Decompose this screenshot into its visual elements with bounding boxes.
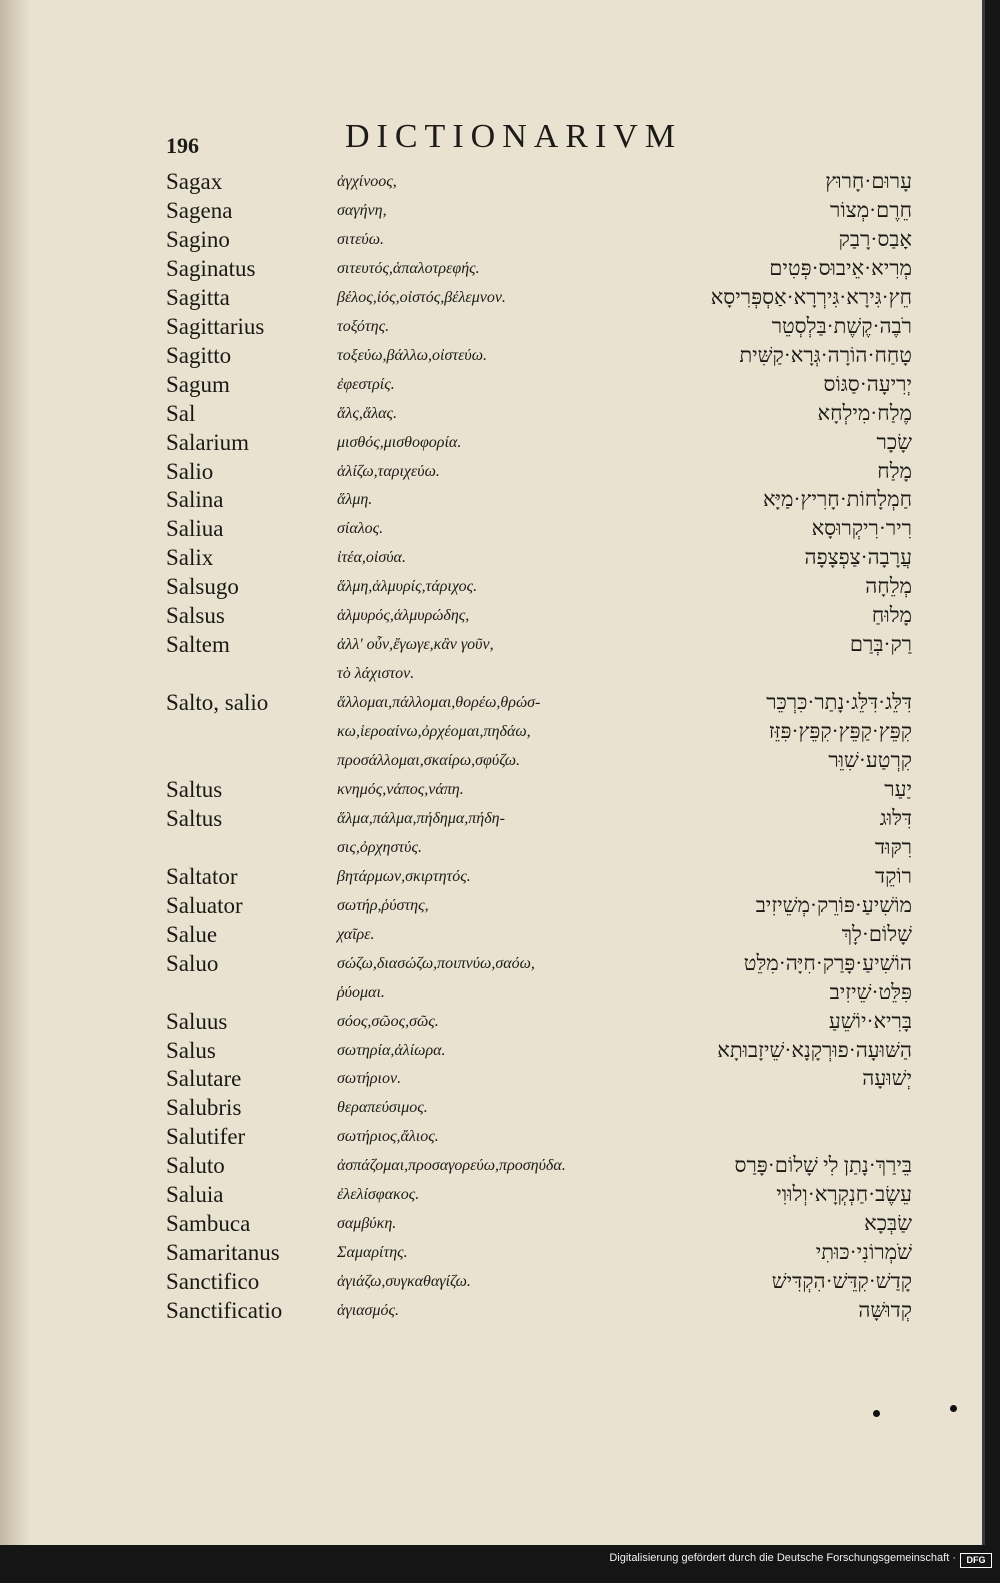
greek-term: τοξότης. bbox=[337, 317, 390, 335]
dictionary-entry bbox=[0, 1180, 982, 1209]
dictionary-entry bbox=[0, 978, 982, 1007]
greek-term: σωτήριον. bbox=[337, 1070, 402, 1088]
dictionary-entry bbox=[0, 659, 982, 688]
hebrew-term: חֵץ·גִּירָא·גִּירְרָא·אַסְפְּרִיסָא bbox=[710, 284, 912, 309]
ink-dot-mark bbox=[950, 1405, 957, 1412]
latin-term: Sagittarius bbox=[166, 313, 265, 339]
latin-term: Salsugo bbox=[166, 574, 239, 600]
latin-term: Saliua bbox=[166, 516, 224, 542]
hebrew-term: חַמְלָחוֹת·חָרִיץ·מַיָּא bbox=[762, 487, 912, 512]
page-number: 196 bbox=[166, 133, 199, 158]
latin-term: Saluia bbox=[166, 1182, 224, 1208]
dictionary-entry bbox=[0, 1036, 982, 1065]
latin-term: Saginatus bbox=[166, 255, 256, 281]
greek-term: σωτήριος,ἄλιος. bbox=[337, 1128, 439, 1146]
hebrew-term: שַׂבְּכָא bbox=[864, 1211, 912, 1236]
greek-term: μισθός,μισθοφορία. bbox=[337, 433, 462, 451]
running-head-title: DICTIONARIVM bbox=[345, 118, 683, 155]
hebrew-term: רִיר·רִיקְרוּסָא bbox=[811, 516, 912, 541]
dictionary-entry bbox=[0, 572, 982, 601]
greek-term: ἁλίζω,ταριχεύω. bbox=[337, 462, 440, 480]
latin-term: Sagitta bbox=[166, 284, 230, 310]
latin-term: Sagax bbox=[166, 169, 223, 194]
latin-term: Salus bbox=[166, 1037, 216, 1063]
dictionary-entry bbox=[0, 312, 982, 341]
latin-term: Samaritanus bbox=[166, 1240, 280, 1266]
latin-term: Salsus bbox=[166, 603, 225, 629]
dictionary-entry bbox=[0, 1267, 982, 1296]
ink-dot-mark bbox=[873, 1410, 880, 1417]
greek-term: σιτευτός,ἁπαλοτρεφής. bbox=[337, 259, 480, 277]
hebrew-term: רִקּוּד bbox=[874, 834, 912, 859]
greek-term: ἅλλομαι,πάλλομαι,θορέω,θρώσ- bbox=[337, 694, 541, 712]
hebrew-term: מֶלַח·מִילְחָא bbox=[817, 400, 912, 425]
dictionary-entry bbox=[0, 746, 982, 775]
greek-term: σόος,σῶος,σῶς. bbox=[337, 1012, 439, 1030]
latin-term: Saluator bbox=[166, 892, 243, 918]
latin-term: Salutifer bbox=[166, 1124, 246, 1150]
greek-term: σαμβύκη. bbox=[337, 1215, 397, 1233]
greek-term: σις,ὀρχηστύς. bbox=[337, 838, 422, 856]
hebrew-term: אָבַס·רָבַק bbox=[838, 226, 912, 251]
dictionary-entry bbox=[0, 1093, 982, 1122]
dictionary-entry bbox=[0, 1238, 982, 1267]
dictionary-entry bbox=[0, 862, 982, 891]
hebrew-term: מָלַח bbox=[877, 458, 912, 483]
hebrew-term: קְדוּשָּׁה bbox=[858, 1298, 912, 1323]
hebrew-term: עֲרָבָה·צַפְצָפָה bbox=[804, 545, 912, 570]
greek-term: βέλος,ἰός,οἰστός,βέλεμνον. bbox=[337, 288, 506, 306]
greek-term: Σαμαρίτης. bbox=[337, 1244, 408, 1262]
greek-term: σωτήρ,ῥύστης, bbox=[337, 896, 429, 914]
greek-term: ἰτέα,οἰσύα. bbox=[337, 549, 406, 567]
dictionary-entry bbox=[0, 485, 982, 514]
dictionary-entry bbox=[0, 1296, 982, 1325]
dictionary-entry bbox=[0, 399, 982, 428]
greek-term: ἁγιασμός. bbox=[337, 1302, 399, 1320]
greek-term: ἀγχίνοος, bbox=[337, 173, 397, 190]
footer-credit: Digitalisierung gefördert durch die Deutsche Forschungsgemeinschaft · bbox=[609, 1552, 956, 1564]
latin-term: Salix bbox=[166, 545, 214, 571]
dictionary-entry bbox=[0, 891, 982, 920]
greek-term: τὸ λάχιστον. bbox=[337, 665, 415, 683]
latin-term: Salubris bbox=[166, 1095, 242, 1121]
greek-term: σωτηρία,ἀλίωρα. bbox=[337, 1041, 446, 1059]
greek-term: ἐφεστρίς. bbox=[337, 375, 395, 393]
dictionary-entry bbox=[0, 370, 982, 399]
hebrew-term: קִרְטַע·שִׁוֵּר bbox=[828, 748, 912, 772]
greek-term: ἅλμη,ἁλμυρίς,τάριχος. bbox=[337, 578, 478, 596]
dictionary-entry bbox=[0, 688, 982, 717]
hebrew-term: שָׂכָר bbox=[876, 429, 912, 454]
dictionary-entry bbox=[0, 514, 982, 543]
hebrew-term: טָחַח·הוֹרָה·גְּרָא·קַשִּׁית bbox=[739, 342, 912, 367]
greek-term: ἅλμη. bbox=[337, 491, 373, 509]
dictionary-entry bbox=[0, 457, 982, 486]
dictionary-entry bbox=[0, 225, 982, 254]
hebrew-term: רֹבֶה·קֶשֶׁת·בַּלְסְטֵר bbox=[771, 313, 912, 338]
hebrew-term: מְלֵחָה bbox=[865, 574, 912, 599]
latin-term: Sagena bbox=[166, 197, 233, 223]
dictionary-entry bbox=[0, 804, 982, 833]
latin-term: Saluus bbox=[166, 1008, 228, 1034]
dictionary-entry bbox=[0, 1122, 982, 1151]
hebrew-term: יַעַר bbox=[884, 776, 912, 801]
greek-term: χαῖρε. bbox=[337, 925, 375, 943]
dictionary-entry bbox=[0, 717, 982, 746]
greek-term: ἀλλ' οὖν,ἔγωγε,κἂν γοῦν, bbox=[337, 636, 494, 654]
hebrew-term: רַק·בְּרַם bbox=[849, 632, 912, 657]
greek-term: ἀσπάζομαι,προσαγορεύω,προσηύδα. bbox=[337, 1157, 566, 1175]
latin-term: Sanctifico bbox=[166, 1269, 260, 1295]
latin-term: Salarium bbox=[166, 429, 250, 455]
latin-term: Salina bbox=[166, 487, 224, 513]
hebrew-term: מָלוּחַ bbox=[871, 603, 912, 628]
hebrew-term: קָדַשׁ·קִדֵּשׁ·הִקְדִּישׁ bbox=[771, 1269, 912, 1294]
dictionary-entry bbox=[0, 543, 982, 572]
greek-term: προσάλλομαι,σκαίρω,σφύζω. bbox=[337, 752, 521, 769]
dictionary-entry bbox=[0, 775, 982, 804]
hebrew-term: עָרוּם·חָרוּץ bbox=[825, 169, 912, 193]
greek-term: ἁγιάζω,συγκαθαγίζω. bbox=[337, 1273, 471, 1291]
hebrew-term: מוֹשִׁיעַ·פּוֹרֵק·מְשֵׁיזִיב bbox=[755, 892, 912, 917]
latin-term: Sagino bbox=[166, 226, 230, 252]
dictionary-entry bbox=[0, 196, 982, 225]
latin-term: Sambuca bbox=[166, 1211, 251, 1237]
dictionary-entry bbox=[0, 254, 982, 283]
digitization-footer bbox=[0, 1549, 1000, 1583]
greek-term: κνημός,νάπος,νάπη. bbox=[337, 780, 464, 798]
greek-term: σίαλος. bbox=[337, 520, 384, 538]
greek-term: ἅλμα,πάλμα,πήδημα,πήδη- bbox=[337, 809, 505, 827]
latin-term: Saltus bbox=[166, 805, 223, 831]
latin-term: Sanctificatio bbox=[166, 1298, 283, 1324]
greek-term: ἁλμυρός,ἁλμυρώδης, bbox=[337, 607, 470, 625]
latin-term: Saltus bbox=[166, 776, 223, 802]
greek-term: βητάρμων,σκιρτητός. bbox=[337, 867, 471, 885]
hebrew-term: דִּלּוּג bbox=[879, 805, 912, 830]
dictionary-entry bbox=[0, 167, 982, 196]
latin-term: Saltem bbox=[166, 632, 230, 658]
hebrew-term: הוֹשִׁיעַ·פָּרַק·חִיָּה·מִלֵּט bbox=[743, 950, 912, 975]
dfg-logo: DFG bbox=[960, 1553, 992, 1568]
hebrew-term: חֵרֶם·מְצוֹר bbox=[830, 197, 912, 222]
hebrew-term: שֹׁמְרוֹנִי·כּוּתִי bbox=[815, 1240, 912, 1265]
dictionary-entry bbox=[0, 1007, 982, 1036]
hebrew-term: עֵשֶׂב·חַנְקְרָא·וְלוּוִי bbox=[776, 1182, 912, 1207]
dictionary-entry bbox=[0, 920, 982, 949]
greek-term: σαγήνη, bbox=[337, 201, 387, 219]
latin-term: Sagitto bbox=[166, 342, 232, 368]
dictionary-entry bbox=[0, 283, 982, 312]
latin-term: Sal bbox=[166, 400, 196, 426]
latin-term: Sagum bbox=[166, 371, 230, 397]
latin-term: Salio bbox=[166, 458, 214, 484]
hebrew-term: דִּלֵּג·דִּלֵּג·נָתַר·כִּרְכֵּר bbox=[766, 690, 912, 715]
hebrew-term: הַשּׁוּעָה·פוּרְקָנָא·שֵׁיזָבוּתָא bbox=[717, 1037, 912, 1062]
greek-term: τοξεύω,βάλλω,οἰστεύω. bbox=[337, 346, 488, 364]
dictionary-entry bbox=[0, 1209, 982, 1238]
dictionary-entry bbox=[0, 833, 982, 862]
latin-term: Saltator bbox=[166, 863, 238, 889]
dictionary-entry bbox=[0, 630, 982, 659]
dictionary-entry bbox=[0, 1151, 982, 1180]
hebrew-term: רוֹקֵד bbox=[874, 863, 912, 888]
dictionary-entry bbox=[0, 341, 982, 370]
hebrew-term: פִּלֵּט·שֵׁיזִיב bbox=[829, 979, 912, 1004]
latin-term: Salue bbox=[166, 921, 218, 947]
hebrew-term: קִפֵּץ·קַפֵּץ·קִפֵּץ·פִּזֵּז bbox=[768, 719, 912, 744]
hebrew-term: שָׁלוֹם·לָךְ bbox=[841, 921, 912, 946]
hebrew-term: בָּרִיא·יוֹשֵׁעַ bbox=[828, 1008, 912, 1033]
greek-term: ἐλελίσφακος. bbox=[337, 1186, 420, 1204]
dictionary-entry bbox=[0, 601, 982, 630]
hebrew-term: יְרִיעָה·סַגּוֹס bbox=[823, 371, 912, 396]
hebrew-term: מְרִיא·אֵיבוּס·פְּטִים bbox=[769, 255, 912, 280]
greek-term: σώζω,διασώζω,ποιπνύω,σαόω, bbox=[337, 954, 535, 972]
latin-term: Salutare bbox=[166, 1066, 242, 1092]
dictionary-entry bbox=[0, 949, 982, 978]
latin-term: Saluo bbox=[166, 950, 219, 976]
hebrew-term: יְשׁוּעָה bbox=[862, 1066, 912, 1091]
latin-term: Saluto bbox=[166, 1153, 225, 1179]
greek-term: σιτεύω. bbox=[337, 230, 385, 248]
hebrew-term: בֵּירַךְ·נָתַן לִי שָׁלוֹם·פָּרַס bbox=[734, 1153, 912, 1178]
latin-term: Salto, salio bbox=[166, 690, 269, 716]
greek-term: ἅλς,ἅλας. bbox=[337, 404, 398, 422]
greek-term: ῥύομαι. bbox=[337, 983, 385, 1001]
dictionary-entry bbox=[0, 1064, 982, 1093]
dictionary-entry bbox=[0, 428, 982, 457]
greek-term: θεραπεύσιμος. bbox=[337, 1099, 428, 1117]
greek-term: κω,ἱεροαίνω,ὀρχέομαι,πηδάω, bbox=[337, 723, 531, 741]
